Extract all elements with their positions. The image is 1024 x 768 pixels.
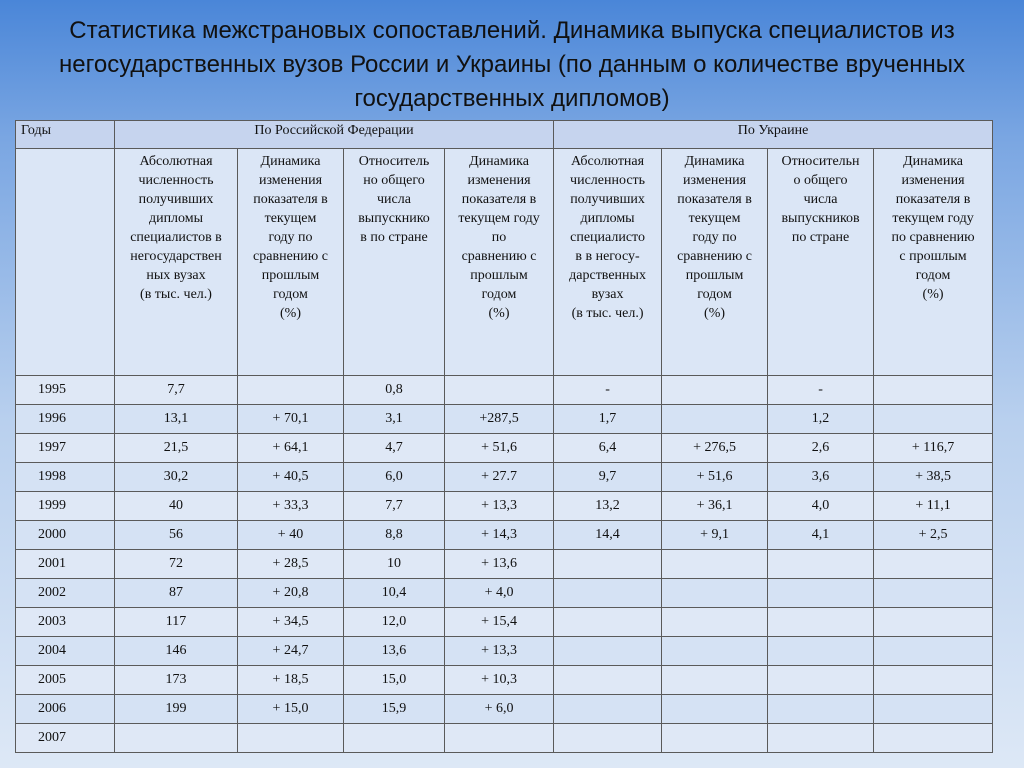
data-cell: + 28,5 — [238, 550, 344, 579]
data-cell: 21,5 — [115, 434, 238, 463]
data-cell: 7,7 — [344, 492, 445, 521]
column-header-row — [16, 149, 993, 376]
data-cell — [238, 376, 344, 405]
table-row — [16, 550, 993, 579]
data-cell: - — [554, 376, 662, 405]
year-cell: 2000 — [16, 521, 115, 550]
data-cell: 117 — [115, 608, 238, 637]
statistics-table — [15, 120, 993, 753]
data-cell — [874, 550, 993, 579]
data-cell: + 33,3 — [238, 492, 344, 521]
data-cell — [344, 724, 445, 753]
table-row — [16, 579, 993, 608]
column-header: Динамика изменения показателя в текущем году по сравнению с прошлым годом (%) — [662, 149, 768, 376]
year-cell: 1999 — [16, 492, 115, 521]
years-header: Годы — [16, 121, 115, 149]
data-cell: + 34,5 — [238, 608, 344, 637]
column-header: Относитель но общего числа выпускнико в по стране — [344, 149, 445, 376]
data-cell — [554, 608, 662, 637]
column-header: Относительн о общего числа выпускников по стране — [768, 149, 874, 376]
data-cell — [554, 695, 662, 724]
column-header: Абсолютная численность получивших дипломы специалисто в в негосу- дарственных вузах (в тыс. чел.) — [554, 149, 662, 376]
data-cell — [768, 724, 874, 753]
data-cell: + 6,0 — [445, 695, 554, 724]
data-cell: + 11,1 — [874, 492, 993, 521]
data-cell — [768, 579, 874, 608]
data-cell: + 14,3 — [445, 521, 554, 550]
data-cell: 15,9 — [344, 695, 445, 724]
data-cell: 72 — [115, 550, 238, 579]
data-cell: 173 — [115, 666, 238, 695]
year-cell: 1997 — [16, 434, 115, 463]
data-cell: + 276,5 — [662, 434, 768, 463]
data-cell — [768, 695, 874, 724]
table-row — [16, 405, 993, 434]
data-cell — [874, 376, 993, 405]
data-cell: 40 — [115, 492, 238, 521]
table-row — [16, 637, 993, 666]
data-cell — [662, 666, 768, 695]
data-cell — [662, 579, 768, 608]
column-header: Динамика изменения показателя в текущем году по сравнению с прошлым годом (%) — [445, 149, 554, 376]
data-cell — [662, 608, 768, 637]
data-cell — [768, 550, 874, 579]
data-cell — [554, 724, 662, 753]
data-cell: 3,6 — [768, 463, 874, 492]
data-cell — [445, 724, 554, 753]
data-cell: + 24,7 — [238, 637, 344, 666]
data-cell: +287,5 — [445, 405, 554, 434]
year-cell: 1998 — [16, 463, 115, 492]
data-cell: 56 — [115, 521, 238, 550]
data-cell — [874, 637, 993, 666]
data-cell: 199 — [115, 695, 238, 724]
data-cell: + 116,7 — [874, 434, 993, 463]
data-cell: 15,0 — [344, 666, 445, 695]
data-cell: + 15,4 — [445, 608, 554, 637]
year-cell: 2007 — [16, 724, 115, 753]
data-cell: + 18,5 — [238, 666, 344, 695]
russia-header: По Российской Федерации — [115, 121, 554, 149]
data-cell: + 40,5 — [238, 463, 344, 492]
data-cell: 1,2 — [768, 405, 874, 434]
data-cell: 12,0 — [344, 608, 445, 637]
column-header: Динамика изменения показателя в текущем году по сравнению с прошлым годом (%) — [874, 149, 993, 376]
data-cell: 13,2 — [554, 492, 662, 521]
data-cell: 146 — [115, 637, 238, 666]
year-cell: 1995 — [16, 376, 115, 405]
data-cell — [662, 550, 768, 579]
table-row — [16, 724, 993, 753]
table-row — [16, 463, 993, 492]
data-cell — [768, 637, 874, 666]
data-cell — [874, 579, 993, 608]
data-cell: + 15,0 — [238, 695, 344, 724]
table-row — [16, 376, 993, 405]
data-cell: + 4,0 — [445, 579, 554, 608]
data-cell — [662, 724, 768, 753]
data-cell: 13,1 — [115, 405, 238, 434]
data-cell: + 9,1 — [662, 521, 768, 550]
data-cell — [554, 637, 662, 666]
data-cell — [554, 579, 662, 608]
table-row — [16, 434, 993, 463]
year-cell: 2006 — [16, 695, 115, 724]
column-header: Абсолютная численность получивших дипломы специалистов в негосударствен ных вузах (в тыс. чел.) — [115, 149, 238, 376]
data-cell: + 64,1 — [238, 434, 344, 463]
data-cell — [874, 405, 993, 434]
data-cell: + 38,5 — [874, 463, 993, 492]
data-cell — [554, 550, 662, 579]
data-cell: 30,2 — [115, 463, 238, 492]
data-cell — [768, 608, 874, 637]
data-cell: + 13,6 — [445, 550, 554, 579]
data-cell: + 40 — [238, 521, 344, 550]
data-cell — [874, 695, 993, 724]
data-cell: 2,6 — [768, 434, 874, 463]
group-header-row — [16, 121, 993, 149]
data-cell — [662, 376, 768, 405]
data-cell — [238, 724, 344, 753]
data-cell: 10,4 — [344, 579, 445, 608]
data-cell — [874, 608, 993, 637]
data-cell — [445, 376, 554, 405]
ukraine-header: По Украине — [554, 121, 993, 149]
data-cell: 4,7 — [344, 434, 445, 463]
year-cell: 2002 — [16, 579, 115, 608]
data-cell: 6,4 — [554, 434, 662, 463]
table-row — [16, 695, 993, 724]
year-cell: 2004 — [16, 637, 115, 666]
data-cell: + 36,1 — [662, 492, 768, 521]
data-cell: 14,4 — [554, 521, 662, 550]
data-cell: + 51,6 — [662, 463, 768, 492]
year-cell: 2001 — [16, 550, 115, 579]
empty-header-cell — [16, 149, 115, 376]
data-cell: 8,8 — [344, 521, 445, 550]
table-row — [16, 492, 993, 521]
slide-title: Статистика межстрановых сопоставлений. Динамика выпуска специалистов из негосударственных вузов России и Украины (по данным о количестве врученных государственных дипломов) — [59, 17, 965, 112]
data-cell: + 13,3 — [445, 492, 554, 521]
data-cell: 7,7 — [115, 376, 238, 405]
year-cell: 1996 — [16, 405, 115, 434]
data-cell: 87 — [115, 579, 238, 608]
data-cell — [662, 405, 768, 434]
table-row — [16, 521, 993, 550]
data-cell: + 20,8 — [238, 579, 344, 608]
data-cell — [115, 724, 238, 753]
data-cell: 4,0 — [768, 492, 874, 521]
column-header: Динамика изменения показателя в текущем году по сравнению с прошлым годом (%) — [238, 149, 344, 376]
data-cell: 1,7 — [554, 405, 662, 434]
data-cell: - — [768, 376, 874, 405]
data-cell: 10 — [344, 550, 445, 579]
data-cell: + 10,3 — [445, 666, 554, 695]
year-cell: 2005 — [16, 666, 115, 695]
data-cell: + 70,1 — [238, 405, 344, 434]
data-cell — [662, 637, 768, 666]
data-cell — [554, 666, 662, 695]
data-cell — [874, 666, 993, 695]
data-cell — [662, 695, 768, 724]
data-cell: + 27.7 — [445, 463, 554, 492]
data-cell — [768, 666, 874, 695]
table-row — [16, 608, 993, 637]
data-cell: 9,7 — [554, 463, 662, 492]
data-cell: 6,0 — [344, 463, 445, 492]
data-cell: 4,1 — [768, 521, 874, 550]
data-cell: + 13,3 — [445, 637, 554, 666]
table-row — [16, 666, 993, 695]
data-cell: 0,8 — [344, 376, 445, 405]
data-cell: 3,1 — [344, 405, 445, 434]
data-cell: + 51,6 — [445, 434, 554, 463]
data-cell: 13,6 — [344, 637, 445, 666]
data-cell — [874, 724, 993, 753]
year-cell: 2003 — [16, 608, 115, 637]
data-cell: + 2,5 — [874, 521, 993, 550]
